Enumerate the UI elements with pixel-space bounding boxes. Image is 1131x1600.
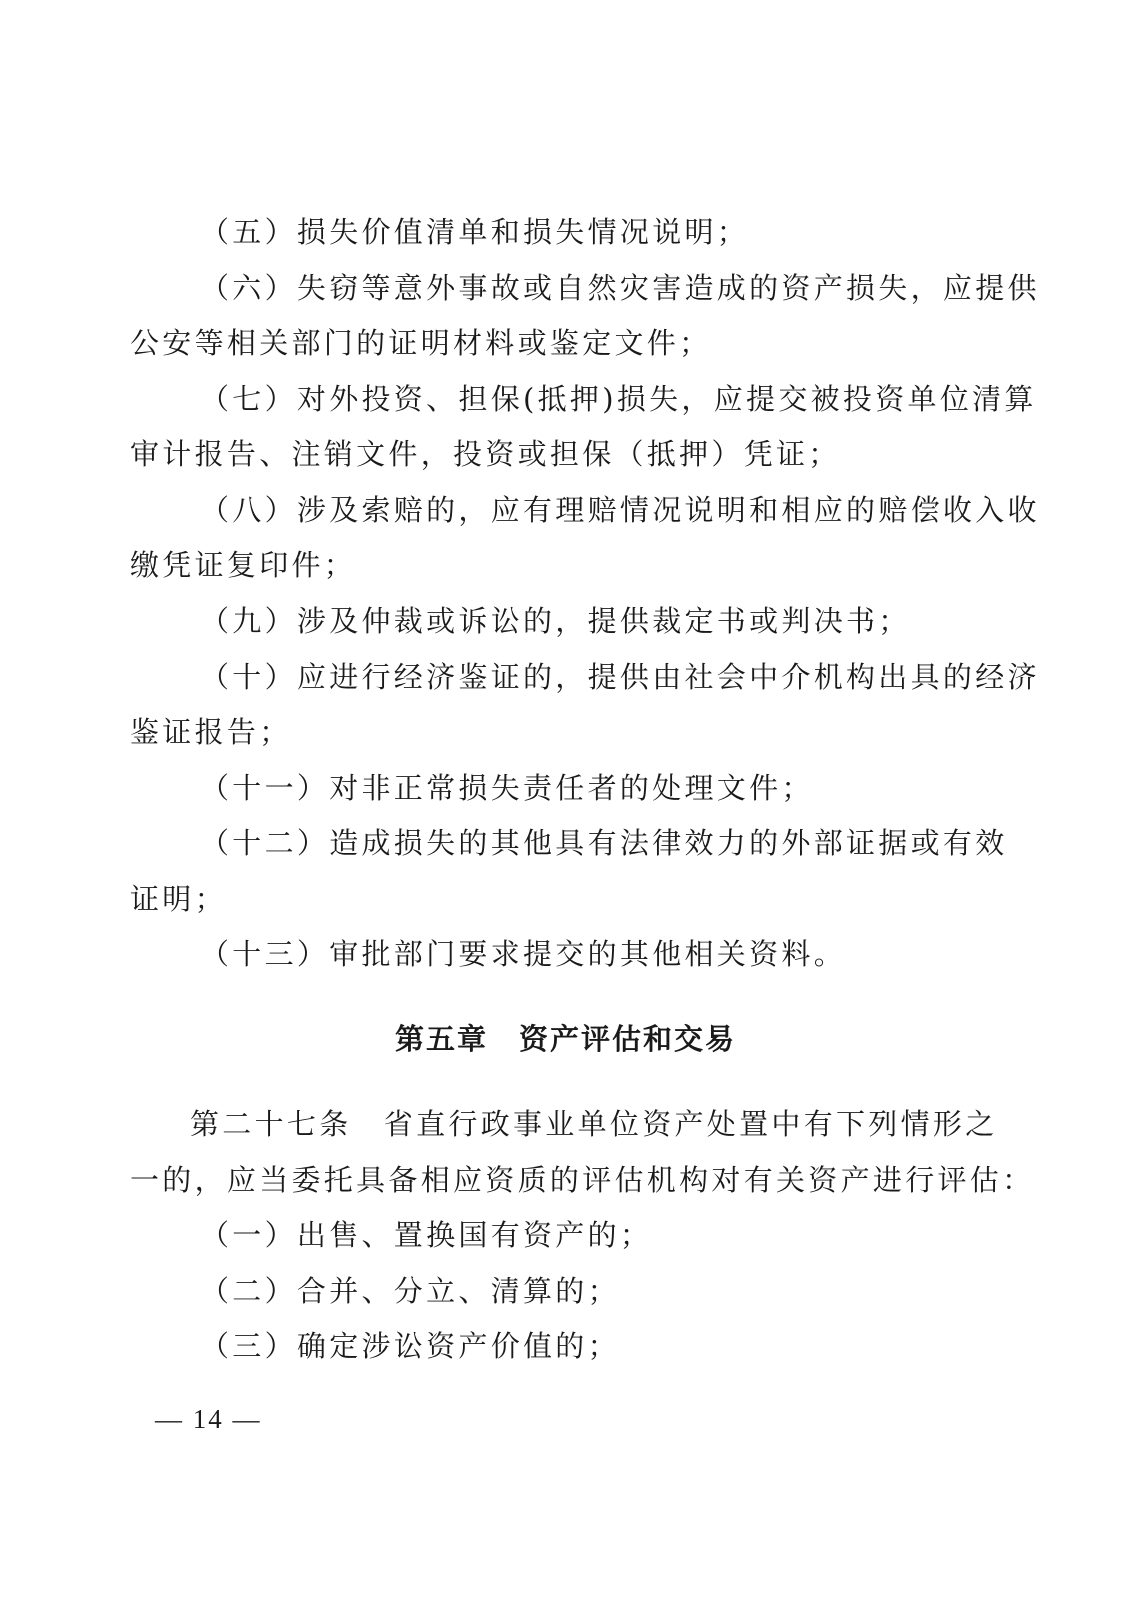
list-item-7-continued: 审计报告、注销文件，投资或担保（抵押）凭证； bbox=[130, 437, 841, 471]
article-list-item-1: （一）出售、置换国有资产的； bbox=[200, 1218, 653, 1252]
list-item-12: （十二）造成损失的其他具有法律效力的外部证据或有效 bbox=[200, 826, 1008, 860]
article-27-continued: 一的，应当委托具备相应资质的评估机构对有关资产进行评估： bbox=[130, 1163, 1035, 1197]
article-list-item-2: （二）合并、分立、清算的； bbox=[200, 1274, 620, 1308]
list-item-9: （九）涉及仲裁或诉讼的，提供裁定书或判决书； bbox=[200, 604, 911, 638]
list-item-6-continued: 公安等相关部门的证明材料或鉴定文件； bbox=[130, 326, 712, 360]
list-item-10-continued: 鉴证报告； bbox=[130, 715, 292, 749]
list-item-10: （十）应进行经济鉴证的，提供由社会中介机构出具的经济 bbox=[200, 660, 1040, 694]
list-item-11: （十一）对非正常损失责任者的处理文件； bbox=[200, 771, 814, 805]
article-list-item-3: （三）确定涉讼资产价值的； bbox=[200, 1329, 620, 1363]
page-number: — 14 — bbox=[155, 1404, 262, 1434]
list-item-7: （七）对外投资、担保(抵押)损失，应提交被投资单位清算 bbox=[200, 382, 1037, 416]
list-item-8: （八）涉及索赔的，应有理赔情况说明和相应的赔偿收入收 bbox=[200, 493, 1040, 527]
list-item-13: （十三）审批部门要求提交的其他相关资料。 bbox=[200, 937, 847, 971]
article-27-heading: 第二十七条 省直行政事业单位资产处置中有下列情形之 bbox=[190, 1107, 998, 1141]
list-item-5: （五）损失价值清单和损失情况说明； bbox=[200, 215, 750, 249]
list-item-6: （六）失窃等意外事故或自然灾害造成的资产损失，应提供 bbox=[200, 271, 1040, 305]
list-item-8-continued: 缴凭证复印件； bbox=[130, 548, 357, 582]
chapter-title: 第五章 资产评估和交易 bbox=[394, 1022, 736, 1056]
list-item-12-continued: 证明； bbox=[130, 882, 227, 916]
